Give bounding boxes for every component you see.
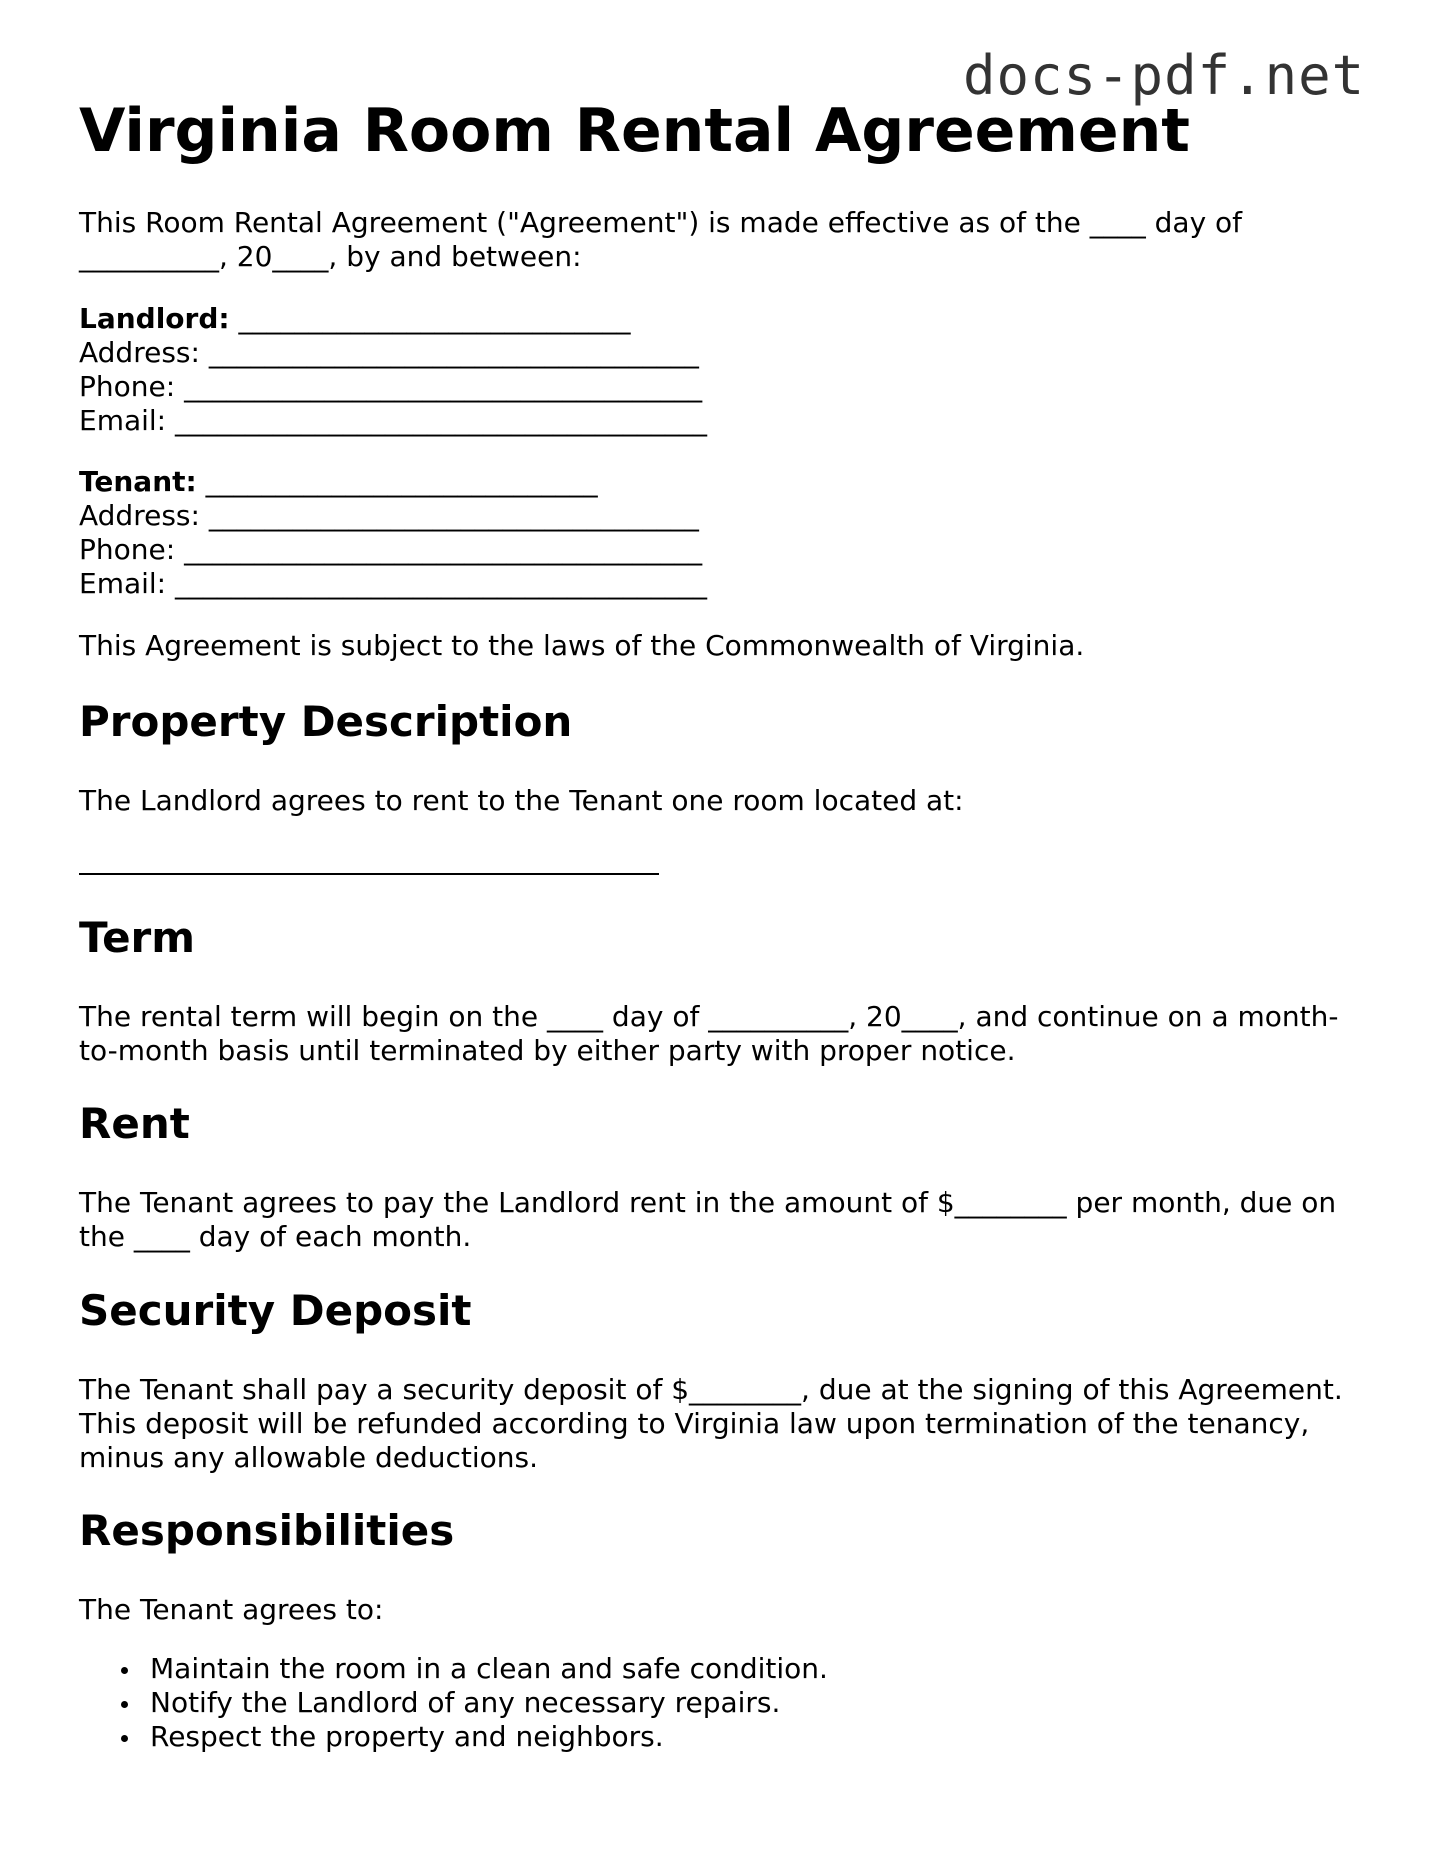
watermark: docs-pdf.net	[963, 44, 1366, 107]
responsibilities-heading: Responsibilities	[79, 1506, 455, 1555]
tenant-address-field: Address: ___________________________________	[79, 499, 699, 532]
property-address-blank	[79, 873, 659, 875]
rent-line-1: The Tenant agrees to pay the Landlord rent in the amount of $________ per month, due on	[79, 1186, 1337, 1219]
property-heading: Property Description	[79, 697, 573, 746]
responsibilities-intro: The Tenant agrees to:	[79, 1593, 384, 1626]
rent-heading: Rent	[79, 1099, 190, 1148]
document-title: Virginia Room Rental Agreement	[79, 96, 1190, 166]
tenant-name-field	[79, 465, 598, 499]
governing-law-text: This Agreement is subject to the laws of the Commonwealth of Virginia.	[79, 629, 1085, 662]
term-heading: Term	[79, 913, 196, 962]
deposit-line-2: This deposit will be refunded according to Virginia law upon termination of the tenancy,	[79, 1407, 1310, 1440]
deposit-heading: Security Deposit	[79, 1286, 472, 1335]
landlord-name-field	[79, 302, 631, 336]
rent-line-2: the ____ day of each month.	[79, 1220, 472, 1253]
list-item: Notify the Landlord of any necessary repairs.	[79, 1686, 828, 1720]
list-item: Maintain the room in a clean and safe condition.	[79, 1652, 828, 1686]
intro-line-2: __________, 20____, by and between:	[79, 240, 582, 273]
landlord-label: Landlord:	[79, 302, 230, 335]
term-line-2: to-month basis until terminated by either party with proper notice.	[79, 1034, 1016, 1067]
property-text: The Landlord agrees to rent to the Tenant one room located at:	[79, 784, 964, 817]
landlord-email-field: Email: ______________________________________	[79, 404, 708, 437]
landlord-address-field: Address: ___________________________________	[79, 336, 699, 369]
deposit-line-1: The Tenant shall pay a security deposit of $________, due at the signing of this Agreement.	[79, 1373, 1343, 1406]
responsibilities-list	[79, 1652, 828, 1754]
term-line-1: The rental term will begin on the ____ day of __________, 20____, and continue on a month-	[79, 1000, 1339, 1033]
list-item: Respect the property and neighbors.	[79, 1720, 828, 1754]
intro-line-1: This Room Rental Agreement ("Agreement") is made effective as of the ____ day of	[79, 206, 1243, 239]
landlord-name-blank: ____________________________	[229, 302, 631, 335]
tenant-email-field: Email: ______________________________________	[79, 567, 708, 600]
deposit-line-3: minus any allowable deductions.	[79, 1441, 539, 1474]
tenant-phone-field: Phone: _____________________________________	[79, 533, 703, 566]
tenant-name-blank: ____________________________	[196, 465, 598, 498]
tenant-label: Tenant:	[79, 465, 197, 498]
landlord-phone-field: Phone: _____________________________________	[79, 370, 703, 403]
